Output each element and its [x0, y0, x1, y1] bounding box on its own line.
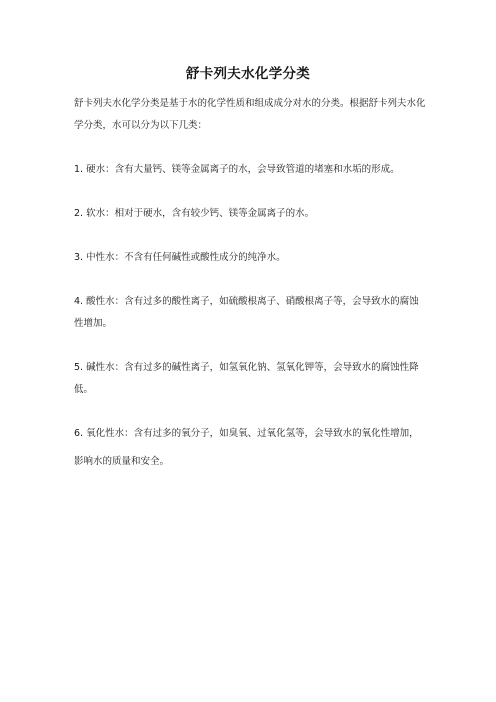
list-item-soft-water: 2. 软水：相对于硬水，含有较少钙、镁等金属离子的水。	[74, 208, 315, 219]
intro-paragraph: 舒卡列夫水化学分类是基于水的化学性质和组成成分对水的分类。根据舒卡列夫水化学分类，水可以分为以下几类：	[74, 98, 426, 131]
list-item-neutral-water: 3. 中性水：不含有任何碱性或酸性成分的纯净水。	[74, 252, 286, 263]
document-body	[74, 93, 426, 498]
list-item-hard-water: 1. 硬水：含有大量钙、镁等金属离子的水，会导致管道的堵塞和水垢的形成。	[74, 164, 400, 175]
document-title: 舒卡列夫水化学分类	[185, 66, 311, 82]
list-item-acidic-water: 4. 酸性水：含有过多的酸性离子，如硫酸根离子、硝酸根离子等，会导致水的腐蚀性增加。	[74, 296, 419, 329]
list-item-oxidizing-water: 6. 氧化性水：含有过多的氧分子，如臭氧、过氧化氢等，会导致水的氧化性增加，影响水的质量和安全。	[74, 428, 419, 467]
list-item-alkaline-water: 5. 碱性水：含有过多的碱性离子，如氢氧化钠、氢氧化钾等，会导致水的腐蚀性降低。	[74, 362, 419, 395]
